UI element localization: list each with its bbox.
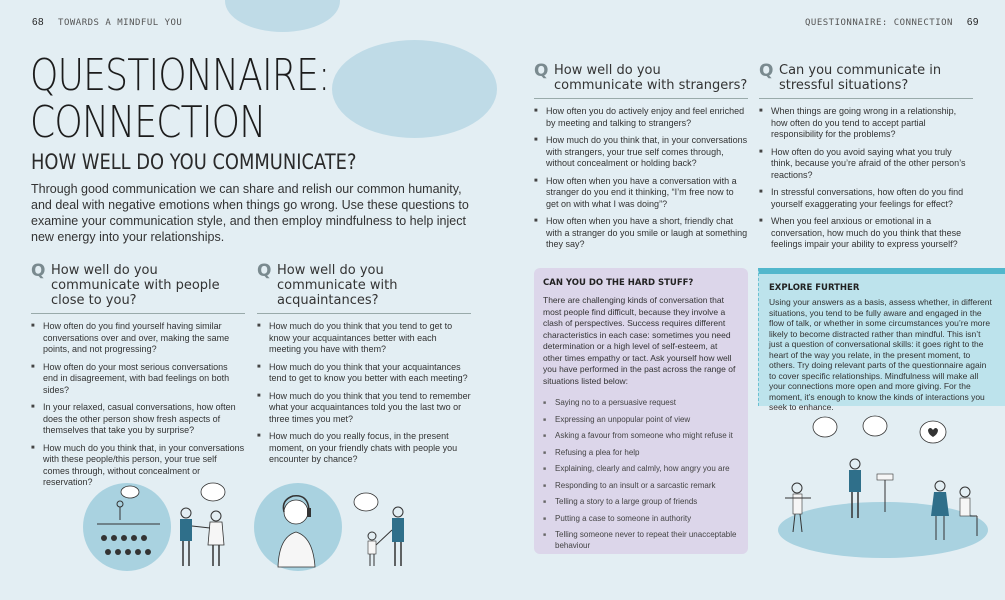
box-body: There are challenging kinds of conversation that most people find difficult, because they involve a clash of perspectives. Success requires different characteristics in each case: sometimes you need determination or a high level of self-esteem, at other times empathy or tact. Ask yourself how well you have performed in the past across the range of situations listed below:: [543, 295, 736, 386]
box-title: EXPLORE FURTHER: [769, 283, 860, 293]
list-item: ■ Putting a case to someone in authority: [543, 514, 739, 525]
question-section: [31, 263, 245, 495]
list-item: ■ Asking a favour from someone who might refuse it: [543, 431, 739, 442]
q-icon: Q: [534, 61, 549, 81]
q-icon: Q: [31, 261, 46, 281]
list-item: ■ How much do you think that you tend to remember what your acquaintances told you the last two or three times you met?: [257, 391, 471, 426]
page-number: 69: [966, 17, 979, 28]
parent-child-illustration: [348, 490, 418, 570]
list-item: ■ Telling a story to a large group of friends: [543, 497, 739, 508]
situation-list: [543, 398, 739, 551]
list-item: ■ How much do you really focus, in the present moment, on your friendly chats with people you encounter by chance?: [257, 431, 471, 466]
list-item: ■ When things are going wrong in a relationship, how often do you tend to accept partial responsibility for the problems?: [759, 106, 973, 141]
title-line: QUESTIONNAIRE:: [30, 50, 330, 101]
question-list: [31, 321, 245, 489]
hard-stuff-box: [534, 268, 748, 554]
question-title: Can you communicate in stressful situations?: [779, 63, 942, 93]
page-number: 68: [32, 17, 45, 28]
list-item: ■ How often do you find yourself having similar conversations over and over, making the same points, and not progressing?: [31, 321, 245, 356]
question-heading: [534, 63, 748, 99]
running-head: QUESTIONNAIRE: CONNECTION: [804, 18, 953, 28]
right-page-header: [805, 17, 979, 28]
speaker-audience-illustration: [82, 482, 172, 572]
list-item: ■ How often you do actively enjoy and feel enriched by meeting and talking to strangers?: [534, 106, 748, 129]
person-on-phone-illustration: [253, 482, 343, 572]
couple-talking-illustration: [168, 480, 248, 575]
list-item: ■ How much do you think that, in your conversations with strangers, your true self comes through, without concealment or holding back?: [534, 135, 748, 170]
question-heading: [759, 63, 973, 99]
list-item: ■ Expressing an unpopular point of view: [543, 415, 739, 426]
list-item: ■ How much do you think that your acquaintances tend to get to know you better with each meeting?: [257, 362, 471, 385]
question-list: [257, 321, 471, 466]
question-title: How well do you communicate with people close to you?: [51, 263, 220, 308]
title-line: CONNECTION: [30, 97, 266, 148]
q-icon: Q: [257, 261, 272, 281]
group-conversation-illustration: [765, 412, 1000, 572]
question-title: How well do you communicate with acquaintances?: [277, 263, 398, 308]
list-item: ■ How much do you think that, in your conversations with these people/this person, your true self comes through, without concealment or reservation?: [31, 443, 245, 489]
intro-paragraph: Through good communication we can share and relish our common humanity, and deal with negative emotions when things go wrong. Use these questions to examine your communication style, and then employ mindfulness to help inject new energy into your relationships.: [31, 182, 469, 244]
list-item: ■ In stressful conversations, how often do you find yourself exaggerating your feelings for effect?: [759, 187, 973, 210]
list-item: ■ How often do you avoid saying what you truly think, because you’re afraid of the other person’s reactions?: [759, 147, 973, 182]
left-page: [0, 0, 502, 600]
question-heading: [31, 263, 245, 314]
list-item: ■ Refusing a plea for help: [543, 448, 739, 459]
question-section: [759, 63, 973, 257]
list-item: ■ How often when you have a short, friendly chat with a stranger do you smile or laugh at something they say?: [534, 216, 748, 251]
left-page-header: [32, 17, 182, 28]
list-item: ■ Responding to an insult or a sarcastic remark: [543, 481, 739, 492]
list-item: ■ How often do your most serious conversations end in disagreement, with bad feelings on both sides?: [31, 362, 245, 397]
list-item: ■ Telling someone never to repeat their unacceptable behaviour: [543, 530, 739, 551]
page-title: [30, 50, 330, 148]
box-title: CAN YOU DO THE HARD STUFF?: [543, 278, 694, 288]
q-icon: Q: [759, 61, 774, 81]
question-section: [257, 263, 471, 472]
question-title: How well do you communicate with strangers?: [554, 63, 748, 93]
question-heading: [257, 263, 471, 314]
list-item: ■ Saying no to a persuasive request: [543, 398, 739, 409]
list-item: ■ When you feel anxious or emotional in a conversation, how much do you think that these feelings impair your ability to express yourself?: [759, 216, 973, 251]
running-head: TOWARDS A MINDFUL YOU: [58, 18, 183, 28]
list-item: ■ In your relaxed, casual conversations, how often does the other person show fresh aspects of themselves that take you by surprise?: [31, 402, 245, 437]
box-body: Using your answers as a basis, assess whether, in different situations, you tend to be fully aware and engaged in the flow of talk, or whether in some circumstances you’re more likely to become distracted rather than mindful. This isn’t just a question of conversational skills: it goes right to the heart of the way you relate, in the present moment, to others. Try doing relevant parts of the questionnaire again to cover specific relationships. Mindfulness will make all your connections more open and more giving. For the moment, it’s enough to know the kinds of interactions you seek to enhance.: [769, 297, 992, 412]
list-item: ■ Explaining, clearly and calmly, how angry you are: [543, 464, 739, 475]
list-item: ■ How much do you think that you tend to get to know your acquaintances better with each meeting you have with them?: [257, 321, 471, 356]
question-list: [759, 106, 973, 251]
question-list: [534, 106, 748, 251]
list-item: ■ How often when you have a conversation with a stranger do you end it thinking, “I’m free now to get on with what I was doing”?: [534, 176, 748, 211]
question-section: [534, 63, 748, 257]
page-subtitle: HOW WELL DO YOU COMMUNICATE?: [31, 150, 357, 174]
explore-further-box: [758, 268, 1005, 412]
